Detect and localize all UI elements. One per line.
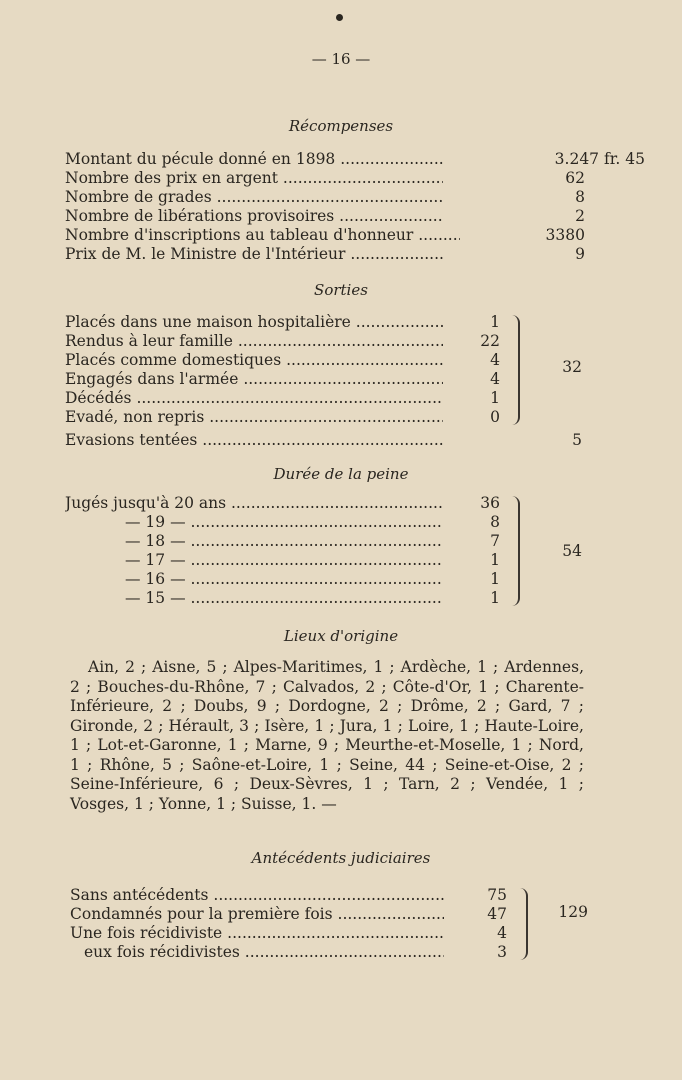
sorties-total: 32: [562, 358, 582, 376]
evasions-row: [65, 431, 585, 450]
lieux-paragraph: Ain, 2 ; Aisne, 5 ; Alpes-Maritimes, 1 ; Ardèche, 1 ; Ardennes, 2 ; Bouches-du-Rhône, 7 ; Calvados, 2 ; Côte-d'Or, 1 ; Charente-Inférieure, 2 ; Doubs, 9 ; Dordogne, 2 ; Drôme, 2 ; Gard, 7 ; Gironde, 2 ; Hérault, 3 ; Isère, 1 ; Jura, 1 ; Loire, 1 ; Haute-Loire, 1 ; Lot-et-Garonne, 1 ; Marne, 9 ; Meurthe-et-Moselle, 1 ; Nord, 1 ; Rhône, 5 ; Saône-et-Loire, 1 ; Seine, 44 ; Seine-et-Oise, 2 ; Seine-Inférieure, 6 ; Deux-Sèvres, 1 ; Tarn, 2 ; Vendée, 1 ; Vosges, 1 ; Yonne, 1 ; Suisse, 1. —: [70, 658, 584, 813]
row-value: 1: [490, 313, 500, 331]
row-value: 5: [572, 431, 582, 449]
table-row: [65, 589, 505, 608]
table-row: [65, 188, 585, 207]
recompenses-heading: Récompenses: [288, 117, 394, 135]
table-row: [70, 886, 510, 905]
table-row: [65, 370, 505, 389]
row-label: Une fois récidiviste .....: [70, 924, 444, 943]
row-value: 3: [497, 943, 507, 961]
row-value: 3380: [545, 226, 585, 244]
row-value: 8: [490, 513, 500, 531]
row-label: Prix de M. le Ministre de l'Intérieur .....: [65, 245, 443, 264]
row-label: Nombre de libérations provisoires .....: [65, 207, 443, 226]
table-row: [65, 207, 585, 226]
row-label: Rendus à leur famille .....: [65, 332, 443, 351]
table-row: [65, 408, 505, 427]
table-row: [70, 924, 510, 943]
row-value: 47: [487, 905, 507, 923]
row-label: — 15 — .....: [125, 589, 443, 608]
table-row: [65, 332, 505, 351]
antecedents-heading: Antécédents judiciaires: [251, 849, 431, 867]
row-value: 7: [490, 532, 500, 550]
table-row: [65, 169, 585, 188]
row-label: Montant du pécule donné en 1898 .....: [65, 150, 443, 169]
page-number: — 16 —: [311, 50, 371, 68]
table-row: [65, 226, 585, 245]
row-label: Décédés .....: [65, 389, 443, 408]
row-value: 75: [487, 886, 507, 904]
table-row: [65, 245, 585, 264]
right-brace: [512, 496, 520, 606]
table-row: [65, 389, 505, 408]
row-label: Evasions tentées .....: [65, 431, 443, 450]
duree-heading: Durée de la peine: [273, 465, 409, 483]
row-label: Condamnés pour la première fois .....: [70, 905, 444, 924]
table-row: [70, 905, 510, 924]
row-label: — 17 — .....: [125, 551, 443, 570]
row-label: Sans antécédents .....: [70, 886, 444, 905]
table-row: [65, 570, 505, 589]
row-value: 2: [575, 207, 585, 225]
table-row: [65, 313, 505, 332]
row-label: Placés dans une maison hospitalière .....: [65, 313, 443, 332]
ink-spot: [336, 14, 343, 21]
table-row: [65, 513, 505, 532]
antecedents-total: 129: [558, 903, 588, 921]
row-value: 4: [497, 924, 507, 942]
row-value: 22: [480, 332, 500, 350]
table-row: [65, 532, 505, 551]
table-row: [65, 150, 645, 169]
table-row: [65, 494, 505, 513]
row-value: 36: [480, 494, 500, 512]
row-value: 1: [490, 551, 500, 569]
row-label: eux fois récidivistes .....: [84, 943, 444, 962]
row-label: Nombre de grades .....: [65, 188, 443, 207]
row-value: 4: [490, 370, 500, 388]
right-brace: [520, 888, 528, 960]
row-label: Jugés jusqu'à 20 ans .....: [65, 494, 443, 513]
lieux-heading: Lieux d'origine: [283, 627, 399, 645]
row-value: 1: [490, 389, 500, 407]
row-label: Engagés dans l'armée .....: [65, 370, 443, 389]
row-value: 62: [565, 169, 585, 187]
sorties-heading: Sorties: [314, 281, 368, 299]
row-label: — 16 — .....: [125, 570, 443, 589]
row-label: Evadé, non repris .....: [65, 408, 443, 427]
row-value: 3.247 fr. 45: [554, 150, 645, 168]
row-value: 1: [490, 589, 500, 607]
row-value: 1: [490, 570, 500, 588]
row-label: Placés comme domestiques .....: [65, 351, 443, 370]
row-label: — 18 — .....: [125, 532, 443, 551]
row-label: Nombre d'inscriptions au tableau d'honneur .....: [65, 226, 460, 245]
row-value: 9: [575, 245, 585, 263]
right-brace: [512, 315, 520, 425]
row-label: — 19 — .....: [125, 513, 443, 532]
table-row: [65, 551, 505, 570]
table-row: [65, 351, 505, 370]
row-value: 0: [490, 408, 500, 426]
duree-total: 54: [562, 542, 582, 560]
table-row: [70, 943, 510, 962]
row-label: Nombre des prix en argent .....: [65, 169, 443, 188]
row-value: 4: [490, 351, 500, 369]
row-value: 8: [575, 188, 585, 206]
